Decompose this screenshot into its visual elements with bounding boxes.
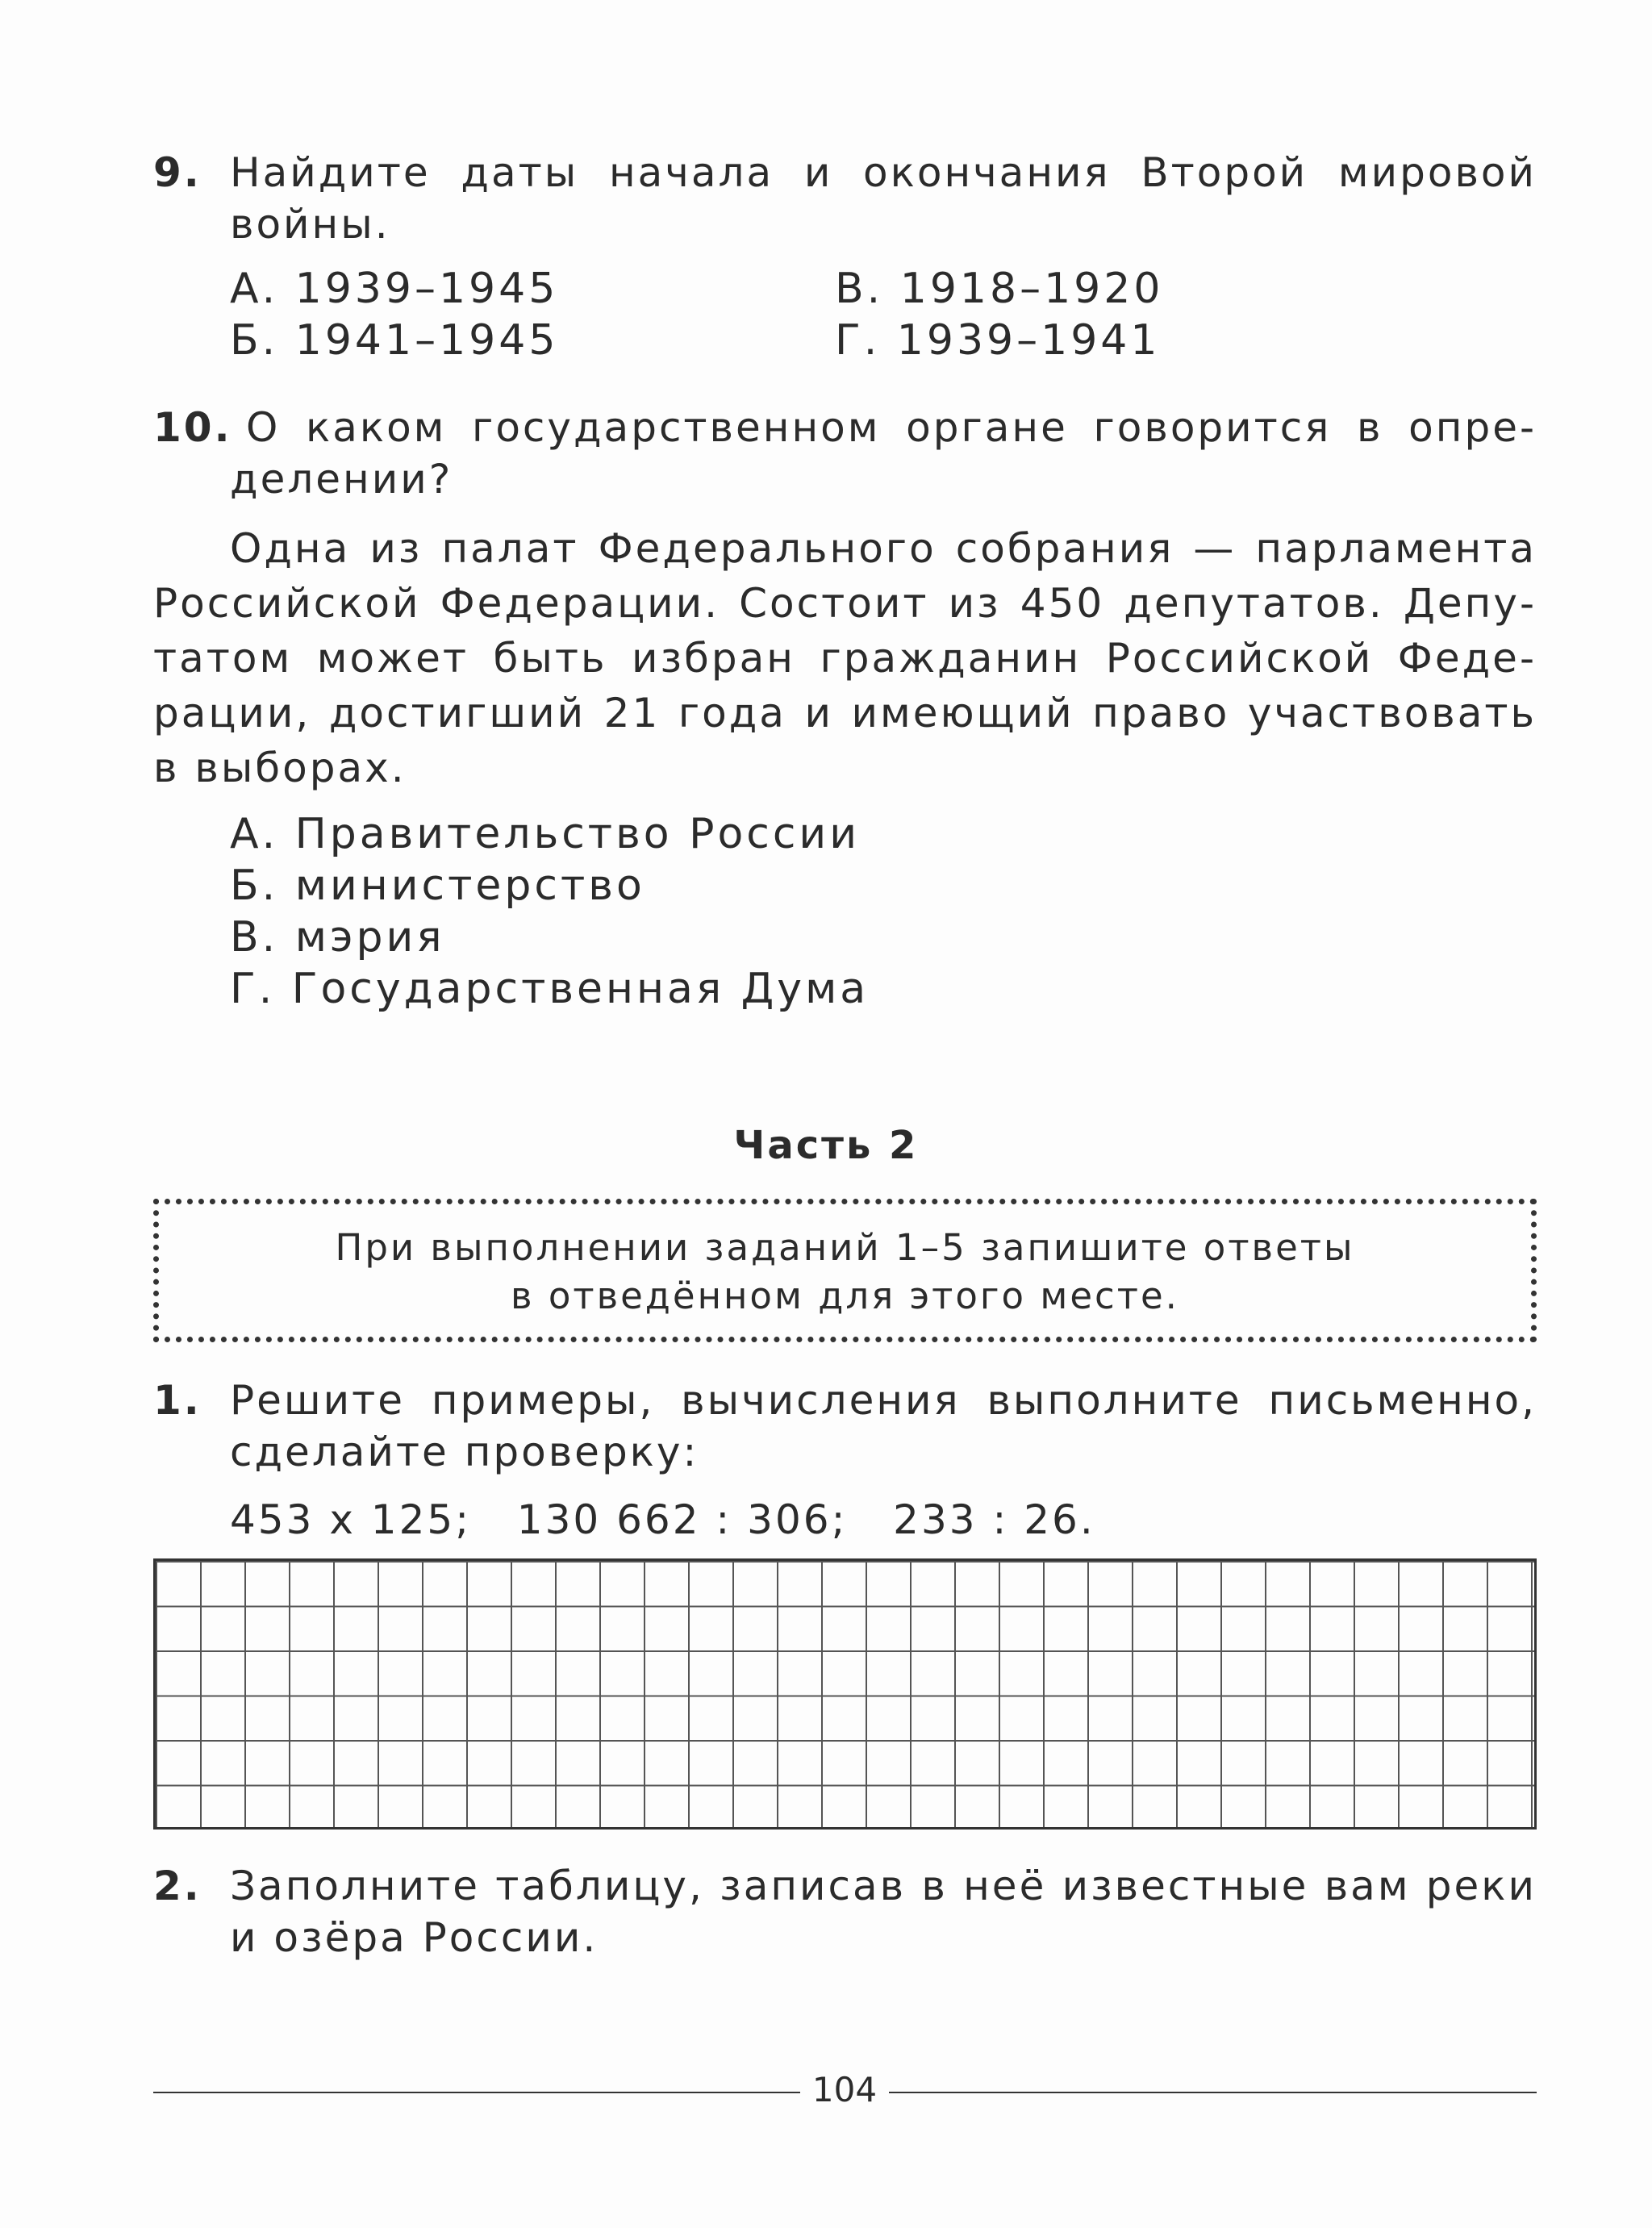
task-2-text-line1: Заполните таблицу, записав в неё известные вам реки (230, 1863, 1537, 1909)
definition-line-2: Российской Федерации. Состоит из 450 депутатов. Депу- (153, 580, 1537, 627)
definition-line-1: Одна из палат Федерального собрания — парламента (230, 525, 1537, 572)
part-title: Часть 2 (733, 1123, 919, 1168)
definition-line-4: рации, достигший 21 года и имеющий право участвовать (153, 690, 1537, 736)
q10-option-a: А. Правительство России (230, 810, 861, 858)
definition-line-3: татом может быть избран гражданин Российской Феде- (153, 635, 1537, 682)
question-10-text-line1: О каком государственном органе говорится в опре- (246, 404, 1537, 451)
page-number: 104 (800, 2070, 889, 2109)
question-9-number: 9. (153, 149, 202, 196)
instruction-line-2: в отведённом для этого месте. (511, 1275, 1179, 1317)
q9-option-b: Б. 1941–1945 (230, 316, 559, 365)
task-2-number: 2. (153, 1863, 202, 1909)
q10-option-v: В. мэрия (230, 913, 445, 962)
definition-line-5: в выборах. (153, 745, 407, 791)
task-1-text-line1: Решите примеры, вычисления выполните письменно, (230, 1377, 1537, 1424)
instruction-line-1: При выполнении заданий 1–5 запишите ответы (335, 1226, 1355, 1269)
q9-option-g: Г. 1939–1941 (835, 316, 1161, 365)
task-2-text-line2: и озёра России. (230, 1914, 599, 1961)
task-1-text-line2: сделайте проверку: (230, 1429, 699, 1475)
q9-option-a: А. 1939–1945 (230, 265, 559, 313)
task-1-expressions: 453 х 125; 130 662 : 306; 233 : 26. (230, 1496, 1095, 1543)
instruction-box (153, 1199, 1537, 1342)
answer-grid[interactable] (153, 1558, 1537, 1830)
q9-option-v: В. 1918–1920 (835, 265, 1164, 313)
q10-option-b: Б. министерство (230, 862, 645, 910)
question-9-text-line1: Найдите даты начала и окончания Второй мировой (230, 149, 1537, 196)
question-9-text-line2: войны. (230, 201, 390, 248)
question-10-number: 10. (153, 404, 232, 451)
q10-option-g: Г. Государственная Дума (230, 965, 870, 1013)
question-10-text-line2: делении? (230, 456, 453, 503)
task-1-number: 1. (153, 1377, 202, 1424)
